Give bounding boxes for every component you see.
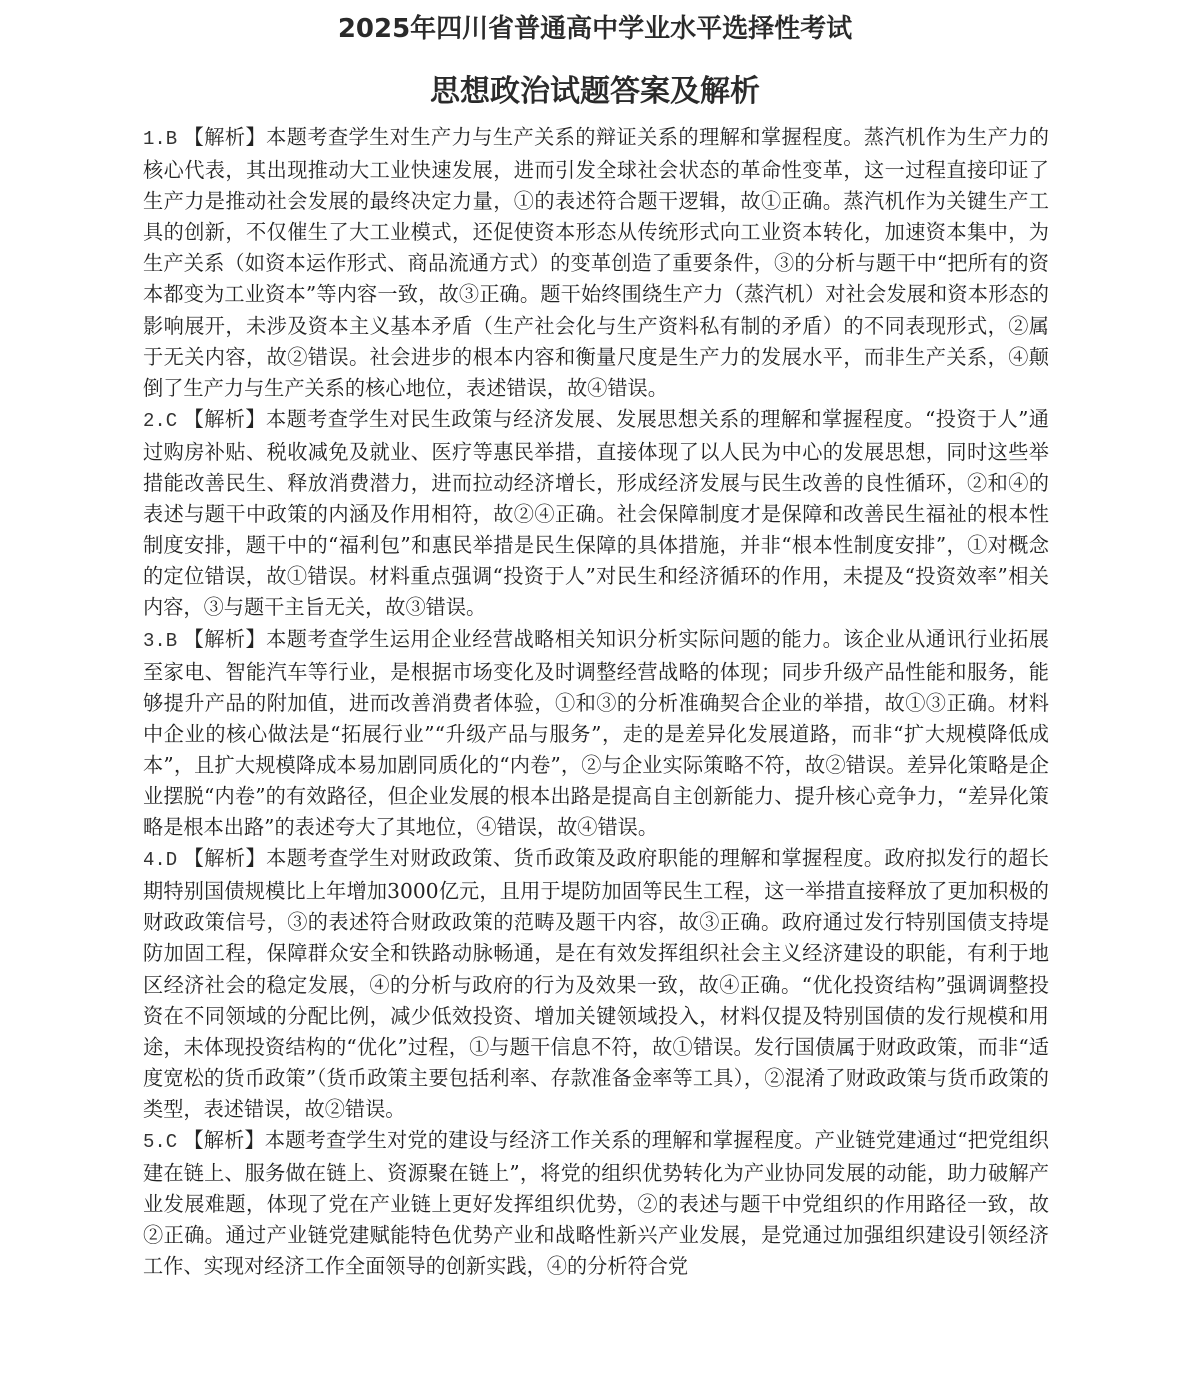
- analysis-tag: 【解析】: [183, 125, 267, 149]
- answer-item-1: [143, 122, 1049, 404]
- analysis-tag: 【解析】: [183, 1128, 265, 1152]
- document-subtitle: 思想政治试题答案及解析: [430, 74, 760, 109]
- analysis-text: 本题考查学生对财政政策、货币政策及政府职能的理解和掌握程度。政府拟发行的超长期特别国债规模比上年增加3000亿元，且用于堤防加固等民生工程，这一举措直接释放了更加积极的财政政策信号，③的表述符合财政政策的范畴及题干内容，故③正确。政府通过发行特别国债支持堤防加固工程，保障群众安全和铁路动脉畅通，是在有效发挥组织社会主义经济建设的职能，有利于地区经济社会的稳定发展，④的分析与政府的行为及效果一致，故④正确。“优化投资结构”强调调整投资在不同领域的分配比例，减少低效投资、增加关键领域投入，材料仅提及特别国债的发行规模和用途，未体现投资结构的“优化”过程，①与题干信息不符，故①错误。发行国债属于财政政策，而非“适度宽松的货币政策”（货币政策主要包括利率、存款准备金率等工具），②混淆了财政政策与货币政策的类型，表述错误，故②错误。: [143, 846, 1049, 1121]
- answer-number: 3.B: [143, 629, 178, 652]
- analysis-text: 本题考查学生对生产力与生产关系的辩证关系的理解和掌握程度。蒸汽机作为生产力的核心代表，其出现推动大工业快速发展，进而引发全球社会状态的革命性变革，这一过程直接印证了生产力是推动社会发展的最终决定力量，①的表述符合题干逻辑，故①正确。蒸汽机作为关键生产工具的创新，不仅催生了大工业模式，还促使资本形态从传统形式向工业资本转化，加速资本集中，为生产关系（如资本运作形式、商品流通方式）的变革创造了重要条件，③的分析与题干中“把所有的资本都变为工业资本”等内容一致，故③正确。题干始终围绕生产力（蒸汽机）对社会发展和资本形态的影响展开，未涉及资本主义基本矛盾（生产社会化与生产资料私有制的矛盾）的不同表现形式，②属于无关内容，故②错误。社会进步的根本内容和衡量尺度是生产力的发展水平，而非生产关系，④颠倒了生产力与生产关系的核心地位，表述错误，故④错误。: [143, 125, 1049, 400]
- answer-item-5: [143, 1125, 1049, 1282]
- analysis-text: 本题考查学生对民生政策与经济发展、发展思想关系的理解和掌握程度。“投资于人”通过购房补贴、税收减免及就业、医疗等惠民举措，直接体现了以人民为中心的发展思想，同时这些举措能改善民生、释放消费潜力，进而拉动经济增长，形成经济发展与民生改善的良性循环，②和④的表述与题干中政策的内涵及作用相符，故②④正确。社会保障制度才是保障和改善民生福祉的根本性制度安排，题干中的“福利包”和惠民举措是民生保障的具体措施，并非“根本性制度安排”，①对概念的定位错误，故①错误。材料重点强调“投资于人”对民生和经济循环的作用，未提及“投资效率”相关内容，③与题干主旨无关，故③错误。: [143, 406, 1049, 620]
- analysis-tag: 【解析】: [183, 846, 267, 871]
- analysis-tag: 【解析】: [183, 406, 266, 431]
- answer-number: 2.C: [143, 409, 178, 432]
- answer-item-4: [143, 843, 1049, 1125]
- document-title: 2025年四川省普通高中学业水平选择性考试: [337, 14, 853, 44]
- analysis-tag: 【解析】: [183, 626, 267, 651]
- analysis-text: 本题考查学生运用企业经营战略相关知识分析实际问题的能力。该企业从通讯行业拓展至家电、智能汽车等行业，是根据市场变化及时调整经营战略的体现；同步升级产品性能和服务，能够提升产品的附加值，进而改善消费者体验，①和③的分析准确契合企业的举措，故①③正确。材料中企业的核心做法是“拓展行业”“升级产品与服务”，走的是差异化发展道路，而非“扩大规模降低成本”，且扩大规模降成本易加剧同质化的“内卷”，②与企业实际策略不符，故②错误。差异化策略是企业摆脱“内卷”的有效路径，但企业发展的根本出路是提高自主创新能力、提升核心竞争力，“差异化策略是根本出路”的表述夸大了其地位，④错误，故④错误。: [143, 626, 1049, 840]
- answer-number: 1.B: [143, 128, 178, 150]
- answer-number: 4.D: [143, 849, 178, 872]
- answer-list: [143, 122, 1049, 1282]
- answer-item-3: [143, 624, 1049, 844]
- answer-item-2: [143, 404, 1049, 624]
- answer-number: 5.C: [143, 1131, 178, 1153]
- analysis-text: 本题考查学生对党的建设与经济工作关系的理解和掌握程度。产业链党建通过“把党组织建在链上、服务做在链上、资源聚在链上”，将党的组织优势转化为产业协同发展的动能，助力破解产业发展难题，体现了党在产业链上更好发挥组织优势，②的表述与题干中党组织的作用路径一致，故②正确。通过产业链党建赋能特色优势产业和战略性新兴产业发展，是党通过加强组织建设引领经济工作、实现对经济工作全面领导的创新实践，④的分析符合党: [143, 1128, 1049, 1279]
